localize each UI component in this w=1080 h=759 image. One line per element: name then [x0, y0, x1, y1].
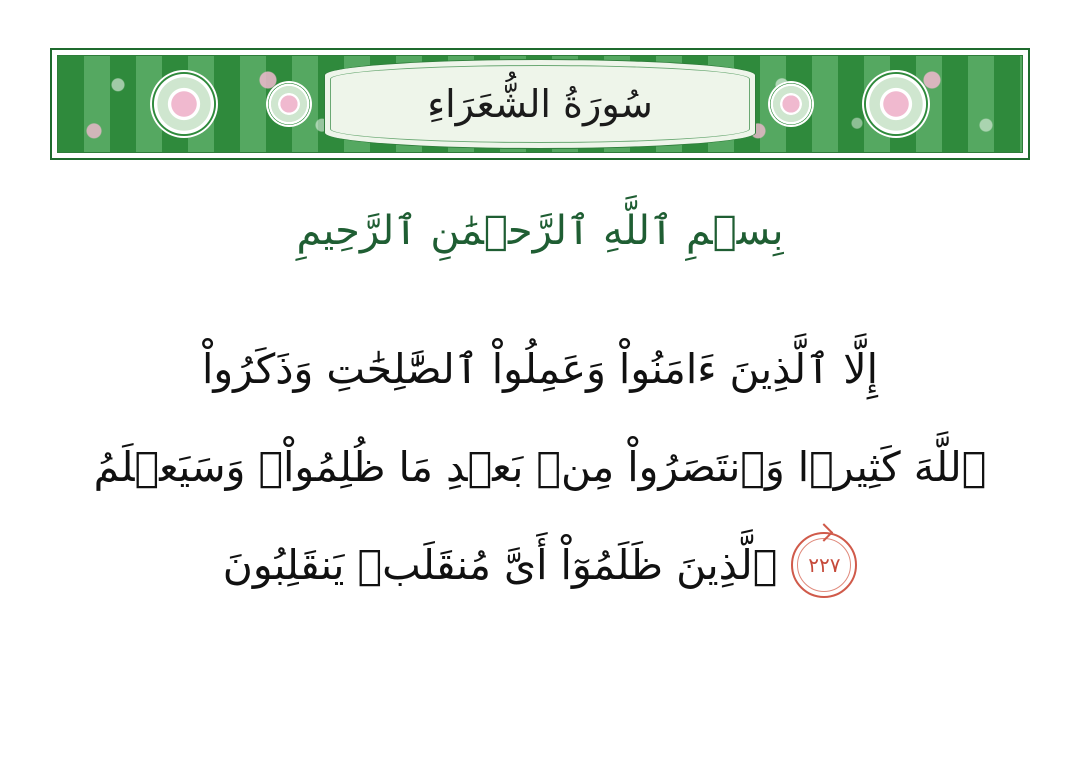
- ayah-line-with-number: [60, 516, 1020, 614]
- surah-header-ornament: [57, 55, 1023, 153]
- floral-medallion-icon: [150, 70, 218, 138]
- ayah-line: ٱللَّهَ كَثِيرࣰا وَٱنتَصَرُواْ مِنۢ بَعۡدِ مَا ظُلِمُواْۗ وَسَيَعۡلَمُ: [93, 443, 987, 491]
- floral-medallion-icon: [266, 81, 312, 127]
- surah-name-cartouche: [324, 59, 756, 149]
- ayah-line: ٱلَّذِينَ ظَلَمُوٓاْ أَىَّ مُنقَلَبࣲ يَنقَلِبُونَ: [222, 541, 778, 589]
- surah-name-text: سُورَةُ الشُّعَرَاءِ: [427, 82, 653, 126]
- ayah-number-medallion: ٢٢٧: [791, 532, 857, 598]
- ayah-line: إِلَّا ٱلَّذِينَ ءَامَنُواْ وَعَمِلُواْ ٱلصَّٰلِحَٰتِ وَذَكَرُواْ: [201, 345, 879, 393]
- ayah-text-block: [60, 320, 1020, 614]
- basmala-text: بِسۡمِ ٱللَّهِ ٱلرَّحۡمَٰنِ ٱلرَّحِيمِ: [296, 208, 784, 254]
- floral-medallion-icon: [862, 70, 930, 138]
- surah-header-band: [50, 48, 1030, 160]
- floral-medallion-icon: [768, 81, 814, 127]
